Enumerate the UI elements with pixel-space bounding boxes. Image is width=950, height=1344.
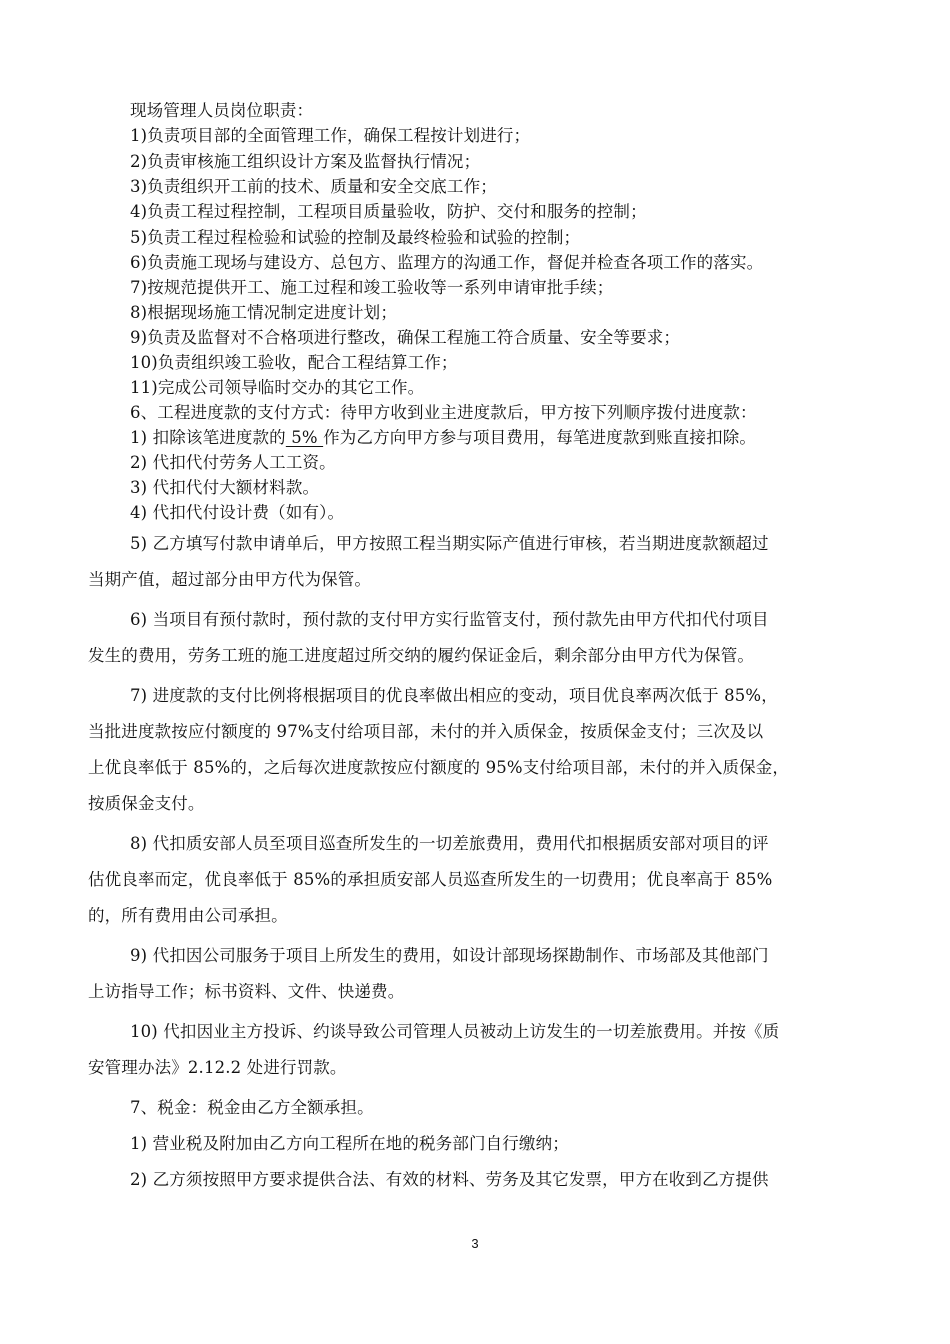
- text-line: 4)负责工程过程控制，工程项目质量验收，防护、交付和服务的控制；: [130, 202, 647, 221]
- text-line: 2) 乙方须按照甲方要求提供合法、有效的材料、劳务及其它发票，甲方在收到乙方提供: [130, 1170, 769, 1189]
- text-line: 1)负责项目部的全面管理工作，确保工程按计划进行；: [130, 126, 531, 145]
- text-line: 8) 代扣质安部人员至项目巡查所发生的一切差旅费用，费用代扣根据质安部对项目的评: [130, 834, 769, 853]
- text-line: 7) 进度款的支付比例将根据项目的优良率做出相应的变动，项目优良率两次低于 85%，: [130, 686, 778, 705]
- text-line: 估优良率而定，优良率低于 85%的承担质安部人员巡查所发生的一切费用；优良率高于 85%: [88, 870, 773, 889]
- text-line: 8)根据现场施工情况制定进度计划；: [130, 303, 397, 322]
- text-line: 3)负责组织开工前的技术、质量和安全交底工作；: [130, 177, 497, 196]
- text-line: 2) 代扣代付劳务人工工资。: [130, 453, 336, 472]
- deduction-item-1: [130, 424, 756, 448]
- text-line: 3) 代扣代付大额材料款。: [130, 478, 320, 497]
- text-line: 上优良率低于 85%的，之后每次进度款按应付额度的 95%支付给项目部，未付的并入质保金，: [88, 758, 790, 777]
- text-line: 发生的费用，劳务工班的施工进度超过所交纳的履约保证金后，剩余部分由甲方代为保管。: [88, 646, 754, 665]
- text-line: 7)按规范提供开工、施工过程和竣工验收等一系列申请审批手续；: [130, 278, 614, 297]
- text-line: 当批进度款按应付额度的 97%支付给项目部，未付的并入质保金，按质保金支付；三次及以: [88, 722, 764, 741]
- deduction-item-1-pre: 1) 扣除该笔进度款的: [130, 428, 286, 447]
- text-line: 10) 代扣因业主方投诉、约谈导致公司管理人员被动上访发生的一切差旅费用。并按《质: [130, 1022, 780, 1041]
- text-line: 1) 营业税及附加由乙方向工程所在地的税务部门自行缴纳；: [130, 1134, 569, 1153]
- text-line: 当期产值，超过部分由甲方代为保管。: [88, 570, 372, 589]
- section-7-heading: 7、税金：税金由乙方全额承担。: [130, 1098, 374, 1117]
- text-line: 5)负责工程过程检验和试验的控制及最终检验和试验的控制；: [130, 228, 581, 247]
- deduction-percentage: 5%: [285, 428, 324, 447]
- text-line: 10)负责组织竣工验收，配合工程结算工作；: [130, 353, 458, 372]
- text-line: 安管理办法》2.12.2 处进行罚款。: [88, 1058, 347, 1077]
- text-line: 9) 代扣因公司服务于项目上所发生的费用，如设计部现场探勘制作、市场部及其他部门: [130, 946, 769, 965]
- text-line: 的，所有费用由公司承担。: [88, 906, 288, 925]
- text-line: 6)负责施工现场与建设方、总包方、监理方的沟通工作，督促并检查各项工作的落实。: [130, 253, 764, 272]
- text-line: 2)负责审核施工组织设计方案及监督执行情况；: [130, 152, 481, 171]
- text-line: 现场管理人员岗位职责：: [130, 101, 314, 120]
- text-line: 4) 代扣代付设计费（如有）。: [130, 503, 345, 522]
- text-line: 6) 当项目有预付款时，预付款的支付甲方实行监管支付，预付款先由甲方代扣代付项目: [130, 610, 769, 629]
- deduction-item-1-post: 作为乙方向甲方参与项目费用，每笔进度款到账直接扣除。: [323, 428, 757, 447]
- text-line: 按质保金支付。: [88, 794, 205, 813]
- section-6-heading: 6、工程进度款的支付方式：待甲方收到业主进度款后，甲方按下列顺序拨付进度款：: [130, 403, 757, 422]
- text-line: 11)完成公司领导临时交办的其它工作。: [130, 378, 425, 397]
- text-line: 5) 乙方填写付款申请单后，甲方按照工程当期实际产值进行审核，若当期进度款额超过: [130, 534, 769, 553]
- page-number: 3: [471, 1236, 479, 1251]
- text-line: 9)负责及监督对不合格项进行整改，确保工程施工符合质量、安全等要求；: [130, 328, 681, 347]
- text-line: 上访指导工作；标书资料、文件、快递费。: [88, 982, 405, 1001]
